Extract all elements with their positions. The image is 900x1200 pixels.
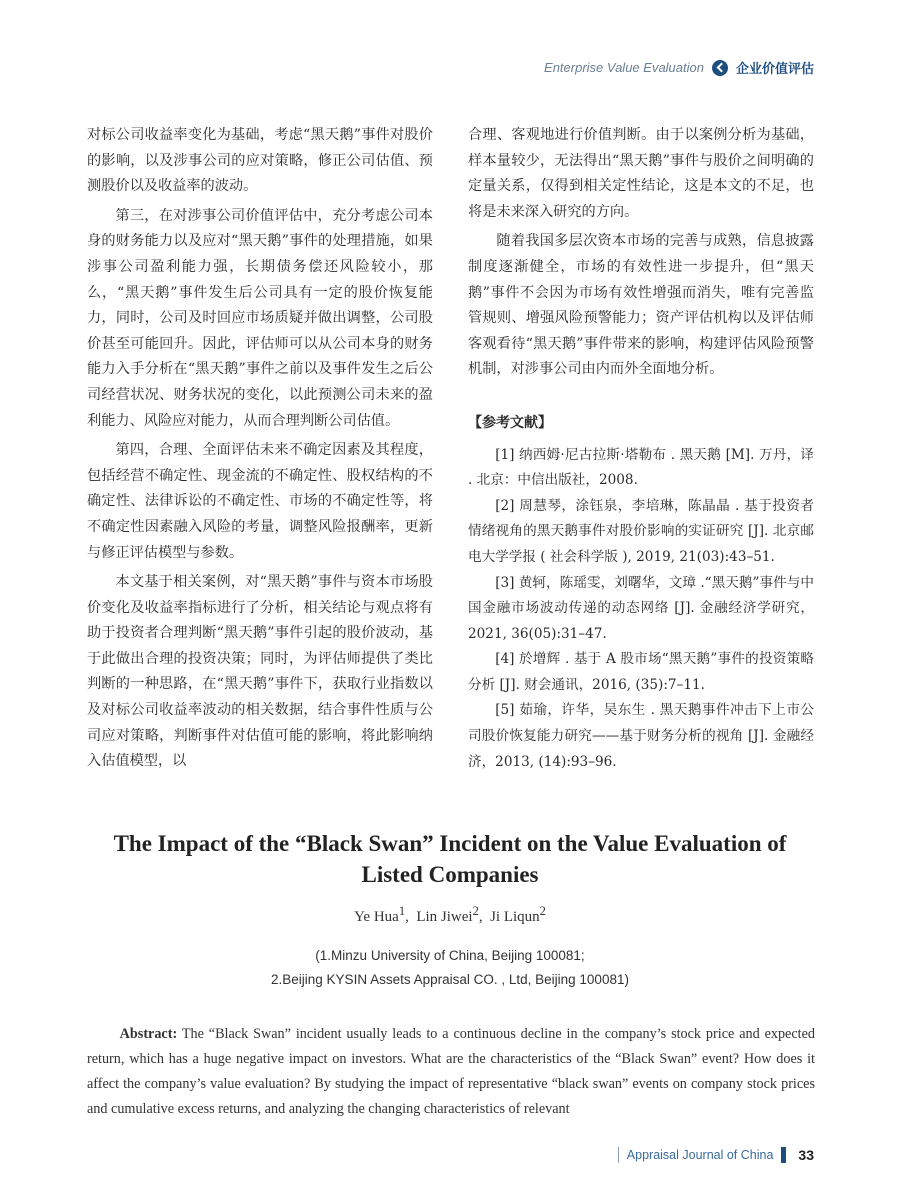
paragraph: 本文基于相关案例，对“黑天鹅”事件与资本市场股价变化及收益率指标进行了分析，相关结论与观点将有助于投资者合理判断“黑天鹅”事件引起的股价波动，基于此做出合理的投资决策；同时，为评估师提供了类比判断的一种思路，在“黑天鹅”事件下，获取行业指数以及对标公司收益率波动的相关数据，结合事件性质与公司应对策略，判断事件对估值可能的影响，将此影响纳入估值模型，以	[87, 574, 433, 770]
author-affil-mark: 2	[472, 904, 479, 918]
author-list: Ye Hua$^1$, Lin Jiwei$^2$, Ji Liqun$^2$	[354, 904, 546, 925]
paragraph: 随着我国多层次资本市场的完善与成熟，信息披露制度逐渐健全，市场的有效性进一步提升，但“黑天鹅”事件不会因为市场有效性增强而消失，唯有完善监管规则、增强风险预警能力；资产评估机构以及评估师客观看待“黑天鹅”事件带来的影响，构建评估风险预警机制，对涉事公司由内而外全面地分析。	[468, 233, 814, 378]
reference-item: [2] 周慧琴，涂钰泉，李培琳，陈晶晶 . 基于投资者情绪视角的黑天鹅事件对股价影响的实证研究 [J]. 北京邮电大学学报 ( 社会科学版 ), 2019, 21(03):43–51.	[468, 497, 814, 565]
english-title-line: Listed Companies	[361, 862, 539, 887]
reference-item: [3] 黄轲，陈瑶雯，刘曙华，文璋 .“黑天鹅”事件与中国金融市场波动传递的动态网络 [J]. 金融经济学研究，2021, 36(05):31–47.	[468, 574, 814, 642]
english-title-line: The Impact of the “Black Swan” Incident on the Value Evaluation of	[113, 831, 787, 856]
author-name: Lin Jiwei	[416, 909, 473, 925]
page-number: 33	[798, 1147, 814, 1163]
english-title	[60, 828, 840, 890]
running-header	[544, 58, 814, 77]
abstract-label: Abstract:	[119, 1026, 178, 1042]
references-heading: 【参考文献】	[468, 414, 552, 431]
author-name: Ji Liqun	[490, 909, 540, 925]
paragraph: 合理、客观地进行价值判断。由于以案例分析为基础，样本量较少，无法得出“黑天鹅”事件与股价之间明确的定量关系，仅得到相关定性结论，这是本文的不足，也将是未来深入研究的方向。	[468, 127, 814, 220]
affiliation-line: (1.Minzu University of China, Beijing 100081;	[315, 948, 585, 963]
footer-bar-icon	[781, 1147, 786, 1163]
header-section-cn: 企业价值评估	[735, 62, 814, 77]
reference-item: [4] 於增辉 . 基于 A 股市场“黑天鹅”事件的投资策略分析 [J]. 财会通讯，2016, (35):7–11.	[468, 651, 814, 693]
author-affil-mark: 2	[539, 904, 546, 918]
footer-journal-name: Appraisal Journal of China	[626, 1148, 774, 1162]
right-column	[468, 123, 814, 775]
paragraph: 对标公司收益率变化为基础，考虑“黑天鹅”事件对股价的影响，以及涉事公司的应对策略，修正公司估值、预测股价以及收益率的波动。	[87, 127, 433, 195]
paragraph: 第四，合理、全面评估未来不确定因素及其程度，包括经营不确定性、现金流的不确定性、股权结构的不确定性、法律诉讼的不确定性、市场的不确定性等，将不确定性因素融入风险的考量，调整风险报酬率，更新与修正评估模型与参数。	[87, 442, 433, 561]
abstract	[87, 1022, 815, 1122]
affiliations	[0, 944, 900, 992]
affiliation-line: 2.Beijing KYSIN Assets Appraisal CO. , Ltd, Beijing 100081)	[271, 972, 629, 987]
chevron-badge-icon	[712, 60, 728, 76]
left-column	[87, 123, 433, 775]
paragraph: 第三，在对涉事公司价值评估中，充分考虑公司本身的财务能力以及应对“黑天鹅”事件的处理措施，如果涉事公司盈利能力强，长期债务偿还风险较小，那么，“黑天鹅”事件发生后公司具有一定的股价恢复能力，同时，公司及时回应市场质疑并做出调整，公司股价甚至可能回升。因此，评估师可以从公司本身的财务能力入手分析在“黑天鹅”事件之前以及事件发生之后公司经营状况、财务状况的变化，以此预测公司未来的盈利能力、风险应对能力，从而合理判断公司估值。	[87, 207, 433, 429]
header-section-en: Enterprise Value Evaluation	[544, 60, 704, 75]
page-footer	[618, 1147, 814, 1163]
reference-item: [1] 纳西姆·尼古拉斯·塔勒布 . 黑天鹅 [M]. 万丹，译 . 北京：中信出版社，2008.	[468, 446, 814, 489]
footer-divider	[618, 1147, 619, 1163]
author-name: Ye Hua	[354, 909, 399, 925]
author-affil-mark: 1	[398, 904, 406, 918]
abstract-text: The “Black Swan” incident usually leads to a continuous decline in the company’s stock price and expected return, which has a huge negative impact on investors. What are the characteristics of the “Black Swan” event? How does it affect the company’s value evaluation? By studying the impact of representative “black swan” events on company stock prices and cumulative excess returns, and analyzing the changing characteristics of relevant	[87, 1026, 815, 1117]
reference-item: [5] 茹瑜，许华，吴东生 . 黑天鹅事件冲击下上市公司股价恢复能力研究——基于财务分析的视角 [J]. 金融经济，2013, (14):93–96.	[468, 702, 814, 770]
